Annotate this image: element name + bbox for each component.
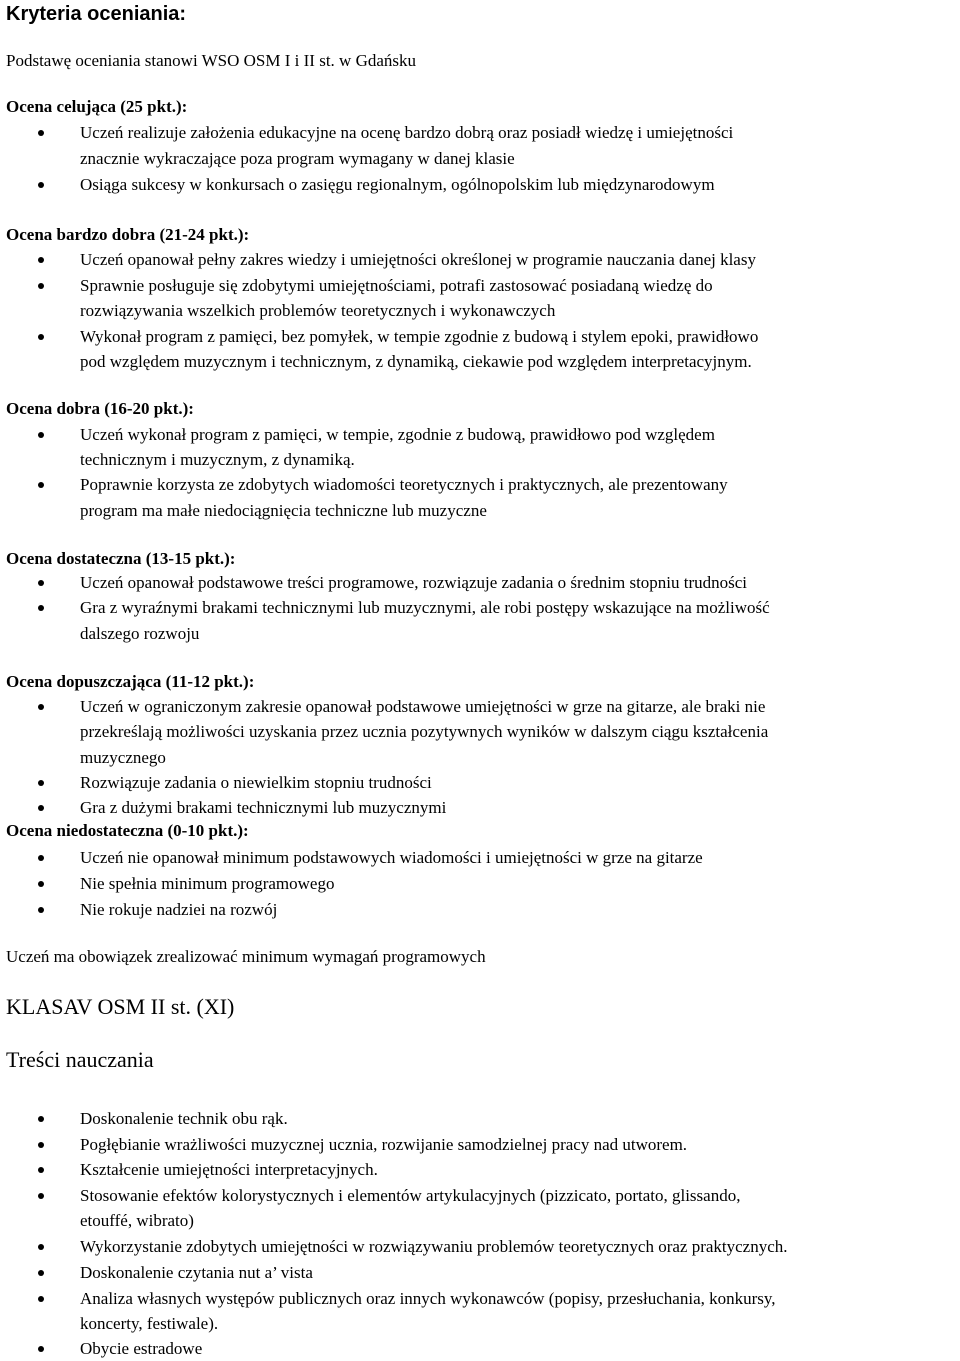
bullet-icon (38, 1167, 44, 1173)
bullet-icon (38, 907, 44, 913)
list-item-line: rozwiązywania wszelkich problemów teoretycznych i wykonawczych (80, 301, 556, 320)
assessment-basis: Podstawę oceniania stanowi WSO OSM I i II st. w Gdańsku (6, 51, 417, 70)
list-item-line: dalszego rozwoju (80, 624, 200, 643)
class-title: KLASAV OSM II st. (XI) (6, 994, 235, 1019)
list-item-line: Rozwiązuje zadania o niewielkim stopniu trudności (80, 773, 432, 792)
bullet-icon (38, 432, 44, 438)
grade-heading: Ocena bardzo dobra (21-24 pkt.): (6, 225, 250, 244)
grade-heading: Ocena dopuszczająca (11-12 pkt.): (6, 672, 255, 691)
criteria-title: Kryteria oceniania: (6, 3, 187, 25)
list-item-line: Sprawnie posługuje się zdobytymi umiejętnościami, potrafi zastosować posiadaną wiedzę do (80, 276, 713, 295)
list-item-line: Pogłębianie wrażliwości muzycznej ucznia, rozwijanie samodzielnej pracy nad utworem. (80, 1135, 688, 1154)
list-item-line: Doskonalenie technik obu rąk. (80, 1109, 288, 1128)
list-item-line: Obycie estradowe (80, 1339, 203, 1358)
list-item-line: etouffé, wibrato) (80, 1211, 194, 1230)
bullet-icon (38, 334, 44, 340)
list-item-line: przekreślają możliwości uzyskania przez ucznia pozytywnych wyników w dalszym ciągu kształcenia (80, 722, 769, 741)
bullet-icon (38, 780, 44, 786)
list-item-line: Poprawnie korzysta ze zdobytych wiadomości teoretycznych i praktycznych, ale prezentowany (80, 475, 728, 494)
list-item-line: Osiąga sukcesy w konkursach o zasięgu regionalnym, ogólnopolskim lub międzynarodowym (80, 175, 715, 194)
grade-heading: Ocena dobra (16-20 pkt.): (6, 399, 194, 418)
bullet-icon (38, 1346, 44, 1352)
list-item-line: Uczeń realizuje założenia edukacyjne na ocenę bardzo dobrą oraz posiadł wiedzę i umiejętności (80, 123, 734, 142)
grade-heading: Ocena niedostateczna (0-10 pkt.): (6, 821, 249, 840)
list-item-line: Uczeń nie opanował minimum podstawowych wiadomości i umiejętności w grze na gitarze (80, 848, 703, 867)
bullet-icon (38, 605, 44, 611)
list-item-line: muzycznego (80, 748, 166, 767)
list-item-line: Wykorzystanie zdobytych umiejętności w rozwiązywaniu problemów teoretycznych oraz praktycznych. (80, 1237, 788, 1256)
bullet-icon (38, 855, 44, 861)
list-item-line: Kształcenie umiejętności interpretacyjnych. (80, 1160, 378, 1179)
bullet-icon (38, 130, 44, 136)
bullet-icon (38, 1193, 44, 1199)
bullet-icon (38, 1244, 44, 1250)
list-item-line: Uczeń opanował pełny zakres wiedzy i umiejętności określonej w programie nauczania danej klasy (80, 250, 756, 269)
list-item-line: Gra z dużymi brakami technicznymi lub muzycznymi (80, 798, 447, 817)
list-item-line: Gra z wyraźnymi brakami technicznymi lub muzycznymi, ale robi postępy wskazujące na możliwość (80, 598, 770, 617)
bullet-icon (38, 1296, 44, 1302)
list-item-line: koncerty, festiwale). (80, 1314, 219, 1333)
content-heading: Treści nauczania (6, 1047, 154, 1072)
bullet-icon (38, 881, 44, 887)
bullet-icon (38, 257, 44, 263)
list-item-line: technicznym i muzycznym, z dynamiką. (80, 450, 355, 469)
list-item-line: Uczeń opanował podstawowe treści programowe, rozwiązuje zadania o średnim stopniu trudności (80, 573, 748, 592)
list-item-line: Wykonał program z pamięci, bez pomyłek, w tempie zgodnie z budową i stylem epoki, prawidłowo (80, 327, 759, 346)
list-item-line: Nie rokuje nadziei na rozwój (80, 900, 278, 919)
bullet-icon (38, 482, 44, 488)
list-item-line: Stosowanie efektów kolorystycznych i elementów artykulacyjnych (pizzicato, portato, glissando, (80, 1186, 741, 1205)
bullet-icon (38, 805, 44, 811)
list-item-line: pod względem muzycznym i technicznym, z dynamiką, ciekawie pod względem interpretacyjnym. (80, 352, 752, 371)
bullet-icon (38, 283, 44, 289)
list-item-line: program ma małe niedociągnięcia techniczne lub muzyczne (80, 501, 487, 520)
list-item-line: Doskonalenie czytania nut a’ vista (80, 1263, 313, 1282)
bullet-icon (38, 1116, 44, 1122)
bullet-icon (38, 1142, 44, 1148)
list-item-line: Uczeń wykonał program z pamięci, w tempie, zgodnie z budową, prawidłowo pod względem (80, 425, 715, 444)
bullet-icon (38, 704, 44, 710)
grade-heading: Ocena celująca (25 pkt.): (6, 97, 188, 116)
list-item-line: Nie spełnia minimum programowego (80, 874, 335, 893)
grade-heading: Ocena dostateczna (13-15 pkt.): (6, 549, 236, 568)
bullet-icon (38, 580, 44, 586)
bullet-icon (38, 1270, 44, 1276)
list-item-line: Analiza własnych występów publicznych oraz innych wykonawców (popisy, przesłuchania, konkursy, (80, 1289, 776, 1308)
bullet-icon (38, 182, 44, 188)
list-item-line: Uczeń w ograniczonym zakresie opanował podstawowe umiejętności w grze na gitarze, ale braki nie (80, 697, 766, 716)
obligation-note: Uczeń ma obowiązek zrealizować minimum wymagań programowych (6, 947, 486, 966)
list-item-line: znacznie wykraczające poza program wymagany w danej klasie (80, 149, 515, 168)
